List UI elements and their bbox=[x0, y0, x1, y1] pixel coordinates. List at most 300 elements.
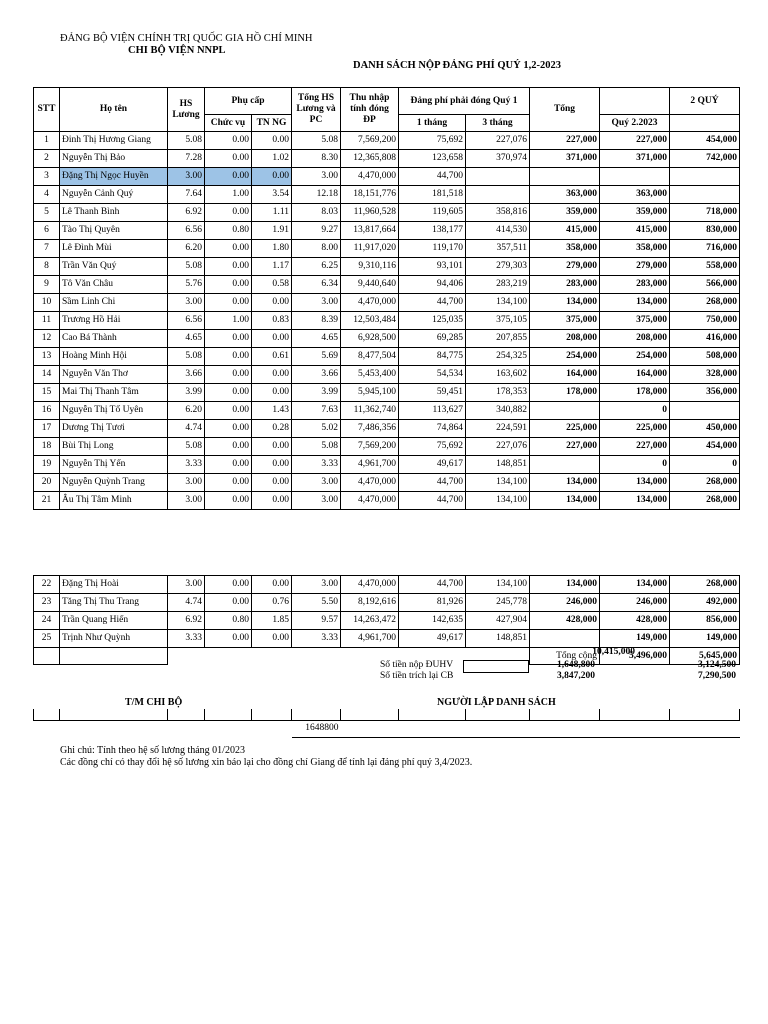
cell-tonghs: 3.00 bbox=[292, 294, 341, 312]
cell-tn: 1.91 bbox=[252, 222, 292, 240]
col-chucvu: Chức vụ bbox=[205, 115, 252, 132]
cell-stt: 10 bbox=[34, 294, 60, 312]
cell-tn_dp: 18,151,776 bbox=[341, 186, 399, 204]
cell-tonghs: 7.63 bbox=[292, 402, 341, 420]
document-title: DANH SÁCH NỘP ĐẢNG PHÍ QUÝ 1,2-2023 bbox=[353, 60, 561, 71]
table-row bbox=[34, 366, 740, 384]
table-row bbox=[34, 294, 740, 312]
cell-q2: 363,000 bbox=[600, 186, 670, 204]
cell-tonghs: 8.03 bbox=[292, 204, 341, 222]
cell-q: 416,000 bbox=[670, 330, 740, 348]
cell-tn_dp: 11,960,528 bbox=[341, 204, 399, 222]
branch-name: CHI BỘ VIỆN NNPL bbox=[128, 45, 226, 56]
cell-q: 356,000 bbox=[670, 384, 740, 402]
cell-hs: 3.33 bbox=[168, 456, 205, 474]
col-name: Họ tên bbox=[60, 88, 168, 132]
cell-tn: 1.17 bbox=[252, 258, 292, 276]
cell-cv: 0.00 bbox=[205, 438, 252, 456]
cell-cv: 0.00 bbox=[205, 240, 252, 258]
cell-name: Mai Thị Thanh Tâm bbox=[60, 384, 168, 402]
cell-stt: 18 bbox=[34, 438, 60, 456]
table-row bbox=[34, 204, 740, 222]
cell-hs: 3.00 bbox=[168, 294, 205, 312]
cell-tn_dp: 6,928,500 bbox=[341, 330, 399, 348]
cell-q: 0 bbox=[670, 456, 740, 474]
cell-tonghs: 8.00 bbox=[292, 240, 341, 258]
cell-tn_dp: 14,263,472 bbox=[341, 612, 399, 630]
cell-m1: 181,518 bbox=[399, 186, 466, 204]
table-row bbox=[34, 222, 740, 240]
cell-tn: 1.43 bbox=[252, 402, 292, 420]
cell-tonghs: 5.08 bbox=[292, 438, 341, 456]
cell-m1: 44,700 bbox=[399, 474, 466, 492]
table-row bbox=[34, 456, 740, 474]
cell-tn_dp: 8,192,616 bbox=[341, 594, 399, 612]
col-phucap: Phụ cấp bbox=[205, 88, 292, 115]
col-hs: HS Lương bbox=[168, 88, 205, 132]
sign-right: NGƯỜI LẬP DANH SÁCH bbox=[437, 697, 556, 708]
cell-tong: 359,000 bbox=[530, 204, 600, 222]
cell-cv: 0.00 bbox=[205, 576, 252, 594]
cell-tonghs: 3.00 bbox=[292, 492, 341, 510]
cell-cv: 1.00 bbox=[205, 186, 252, 204]
cell-q2: 279,000 bbox=[600, 258, 670, 276]
cell-tong: 279,000 bbox=[530, 258, 600, 276]
cell-tn_dp: 9,440,640 bbox=[341, 276, 399, 294]
cell-m3: 245,778 bbox=[466, 594, 530, 612]
cell-stt: 6 bbox=[34, 222, 60, 240]
org-name: ĐẢNG BỘ VIỆN CHÍNH TRỊ QUỐC GIA HỒ CHÍ MINH bbox=[60, 33, 313, 44]
cell-stt: 12 bbox=[34, 330, 60, 348]
cell-name: Tô Văn Châu bbox=[60, 276, 168, 294]
cell-q2 bbox=[600, 168, 670, 186]
cell-name: Nguyễn Văn Thơ bbox=[60, 366, 168, 384]
cell-tn: 0.00 bbox=[252, 294, 292, 312]
cell-cv: 0.00 bbox=[205, 294, 252, 312]
cell-cv: 0.00 bbox=[205, 258, 252, 276]
cell-m1: 94,406 bbox=[399, 276, 466, 294]
cell-m1: 54,534 bbox=[399, 366, 466, 384]
table-row bbox=[34, 312, 740, 330]
cell-name: Trần Quang Hiến bbox=[60, 612, 168, 630]
cell-tn_dp: 7,569,200 bbox=[341, 132, 399, 150]
cell-cv: 0.00 bbox=[205, 402, 252, 420]
nop-2quy: 3,124,500 bbox=[698, 660, 736, 670]
cell-m1: 138,177 bbox=[399, 222, 466, 240]
cell-cv: 0.00 bbox=[205, 348, 252, 366]
cell-tn: 0.61 bbox=[252, 348, 292, 366]
cell-hs: 3.33 bbox=[168, 630, 205, 648]
cell-tn_dp: 13,817,664 bbox=[341, 222, 399, 240]
table-row bbox=[34, 438, 740, 456]
cell-stt: 13 bbox=[34, 348, 60, 366]
trich-label: Số tiền trích lại CB bbox=[380, 671, 454, 681]
cell-q: 566,000 bbox=[670, 276, 740, 294]
cell-tong: 358,000 bbox=[530, 240, 600, 258]
table-row bbox=[34, 258, 740, 276]
cell-m3: 148,851 bbox=[466, 630, 530, 648]
col-2quy-sub bbox=[670, 115, 740, 132]
cell-tn_dp: 4,961,700 bbox=[341, 456, 399, 474]
cell-tong: 428,000 bbox=[530, 612, 600, 630]
cell-m3: 134,100 bbox=[466, 474, 530, 492]
total-2quy: 10,415,000 bbox=[592, 647, 635, 657]
cell-tn: 0.00 bbox=[252, 456, 292, 474]
cell-q: 268,000 bbox=[670, 576, 740, 594]
table-row bbox=[34, 168, 740, 186]
cell-m1: 44,700 bbox=[399, 492, 466, 510]
cell-tn: 0.28 bbox=[252, 420, 292, 438]
cell-m1: 119,170 bbox=[399, 240, 466, 258]
cell-m3: 414,530 bbox=[466, 222, 530, 240]
cell-tonghs: 12.18 bbox=[292, 186, 341, 204]
table-row bbox=[34, 594, 740, 612]
col-quy2: Quý 2.2023 bbox=[600, 115, 670, 132]
cell-stt: 7 bbox=[34, 240, 60, 258]
cell-cv: 0.00 bbox=[205, 204, 252, 222]
cell-stt: 14 bbox=[34, 366, 60, 384]
cell-cv: 0.00 bbox=[205, 420, 252, 438]
cell-hs: 6.56 bbox=[168, 222, 205, 240]
cell-tong: 371,000 bbox=[530, 150, 600, 168]
cell-tn: 0.00 bbox=[252, 330, 292, 348]
cell-stt: 15 bbox=[34, 384, 60, 402]
cell-tn_dp: 4,470,000 bbox=[341, 168, 399, 186]
cell-tn_dp: 9,310,116 bbox=[341, 258, 399, 276]
table-row bbox=[34, 402, 740, 420]
cell-stt: 20 bbox=[34, 474, 60, 492]
cell-m1: 75,692 bbox=[399, 438, 466, 456]
cell-cv: 0.00 bbox=[205, 330, 252, 348]
cell-name: Âu Thị Tâm Minh bbox=[60, 492, 168, 510]
cell-tong bbox=[530, 402, 600, 420]
cell-stt: 23 bbox=[34, 594, 60, 612]
cell-q2: 358,000 bbox=[600, 240, 670, 258]
table-row bbox=[34, 240, 740, 258]
cell-tong: 164,000 bbox=[530, 366, 600, 384]
cell-tonghs: 3.33 bbox=[292, 456, 341, 474]
cell-hs: 3.00 bbox=[168, 576, 205, 594]
cell-tn: 0.83 bbox=[252, 312, 292, 330]
cell-tn_dp: 4,470,000 bbox=[341, 492, 399, 510]
cell-name: Sầm Linh Chi bbox=[60, 294, 168, 312]
cell-m1: 44,700 bbox=[399, 294, 466, 312]
cell-name: Lê Thanh Bình bbox=[60, 204, 168, 222]
cell-m3: 134,100 bbox=[466, 294, 530, 312]
cell-cv: 0.80 bbox=[205, 612, 252, 630]
cell-hs: 7.64 bbox=[168, 186, 205, 204]
cell-q: 508,000 bbox=[670, 348, 740, 366]
cell-tonghs: 5.50 bbox=[292, 594, 341, 612]
cell-tong: 208,000 bbox=[530, 330, 600, 348]
cell-hs: 5.08 bbox=[168, 132, 205, 150]
cell-m1: 74,864 bbox=[399, 420, 466, 438]
cell-name: Tào Thị Quyên bbox=[60, 222, 168, 240]
cell-cv: 0.00 bbox=[205, 594, 252, 612]
cell-m1: 75,692 bbox=[399, 132, 466, 150]
cell-q: 830,000 bbox=[670, 222, 740, 240]
cell-cv: 0.00 bbox=[205, 492, 252, 510]
cell-hs: 3.66 bbox=[168, 366, 205, 384]
cell-tong: 134,000 bbox=[530, 294, 600, 312]
cell-m1: 113,627 bbox=[399, 402, 466, 420]
cell-hs: 6.92 bbox=[168, 204, 205, 222]
cell-cv: 0.00 bbox=[205, 168, 252, 186]
cell-tonghs: 3.33 bbox=[292, 630, 341, 648]
cell-m3: 370,974 bbox=[466, 150, 530, 168]
total-tong: 5,496,000 bbox=[600, 648, 670, 665]
cell-tong: 363,000 bbox=[530, 186, 600, 204]
cell-hs: 5.76 bbox=[168, 276, 205, 294]
cell-q: 268,000 bbox=[670, 492, 740, 510]
cell-m3: 283,219 bbox=[466, 276, 530, 294]
cell-stt: 24 bbox=[34, 612, 60, 630]
cell-name: Cao Bá Thành bbox=[60, 330, 168, 348]
cell-m3: 134,100 bbox=[466, 492, 530, 510]
cell-tn: 1.11 bbox=[252, 204, 292, 222]
cell-m3: 224,591 bbox=[466, 420, 530, 438]
cell-cv: 0.00 bbox=[205, 366, 252, 384]
cell-m3 bbox=[466, 168, 530, 186]
cell-tong: 254,000 bbox=[530, 348, 600, 366]
cell-m3: 207,855 bbox=[466, 330, 530, 348]
cell-tn_dp: 5,453,400 bbox=[341, 366, 399, 384]
cell-q2: 178,000 bbox=[600, 384, 670, 402]
cell-q2: 134,000 bbox=[600, 474, 670, 492]
cell-stt: 19 bbox=[34, 456, 60, 474]
cell-m1: 125,035 bbox=[399, 312, 466, 330]
cell-tong bbox=[530, 630, 600, 648]
cell-stt: 3 bbox=[34, 168, 60, 186]
cell-tn: 0.58 bbox=[252, 276, 292, 294]
nop-box bbox=[463, 660, 529, 673]
cell-tn_dp: 7,569,200 bbox=[341, 438, 399, 456]
table-row bbox=[34, 630, 740, 648]
cell-name: Tăng Thị Thu Trang bbox=[60, 594, 168, 612]
cell-q2: 0 bbox=[600, 456, 670, 474]
table-row bbox=[34, 474, 740, 492]
cell-tn_dp: 4,470,000 bbox=[341, 474, 399, 492]
cell-q2: 0 bbox=[600, 402, 670, 420]
cell-tonghs: 8.39 bbox=[292, 312, 341, 330]
cell-tonghs: 4.65 bbox=[292, 330, 341, 348]
table-row bbox=[34, 492, 740, 510]
nop-label: Số tiền nộp ĐUHV bbox=[380, 660, 454, 670]
col-blank bbox=[600, 88, 670, 115]
sign-cell-value: 1648800 bbox=[292, 720, 341, 737]
cell-m3: 254,325 bbox=[466, 348, 530, 366]
cell-name: Nguyễn Thị Yến bbox=[60, 456, 168, 474]
cell-stt: 21 bbox=[34, 492, 60, 510]
cell-q2: 149,000 bbox=[600, 630, 670, 648]
cell-hs: 5.08 bbox=[168, 348, 205, 366]
table-row bbox=[34, 348, 740, 366]
cell-m1: 44,700 bbox=[399, 576, 466, 594]
cell-m3: 375,105 bbox=[466, 312, 530, 330]
cell-hs: 4.74 bbox=[168, 420, 205, 438]
cell-name: Dương Thị Tươi bbox=[60, 420, 168, 438]
cell-cv: 0.80 bbox=[205, 222, 252, 240]
cell-q bbox=[670, 186, 740, 204]
cell-tn: 0.00 bbox=[252, 438, 292, 456]
cell-q2: 283,000 bbox=[600, 276, 670, 294]
cell-tn: 1.02 bbox=[252, 150, 292, 168]
cell-tong: 375,000 bbox=[530, 312, 600, 330]
cell-m3: 163,602 bbox=[466, 366, 530, 384]
cell-q2: 359,000 bbox=[600, 204, 670, 222]
cell-q: 268,000 bbox=[670, 294, 740, 312]
cell-tonghs: 9.27 bbox=[292, 222, 341, 240]
cell-cv: 0.00 bbox=[205, 474, 252, 492]
col-stt: STT bbox=[34, 88, 60, 132]
cell-cv: 0.00 bbox=[205, 150, 252, 168]
cell-name: Đinh Thị Hương Giang bbox=[60, 132, 168, 150]
cell-tn: 0.00 bbox=[252, 630, 292, 648]
cell-q: 750,000 bbox=[670, 312, 740, 330]
cell-m3: 279,303 bbox=[466, 258, 530, 276]
cell-q2: 371,000 bbox=[600, 150, 670, 168]
cell-hs: 6.56 bbox=[168, 312, 205, 330]
table-row bbox=[34, 150, 740, 168]
cell-m3 bbox=[466, 186, 530, 204]
cell-cv: 0.00 bbox=[205, 384, 252, 402]
cell-m1: 93,101 bbox=[399, 258, 466, 276]
cell-tn: 0.00 bbox=[252, 384, 292, 402]
cell-tong: 415,000 bbox=[530, 222, 600, 240]
cell-q2: 164,000 bbox=[600, 366, 670, 384]
cell-tn: 0.00 bbox=[252, 366, 292, 384]
cell-q2: 208,000 bbox=[600, 330, 670, 348]
cell-stt: 17 bbox=[34, 420, 60, 438]
cell-name: Trịnh Như Quỳnh bbox=[60, 630, 168, 648]
cell-q: 450,000 bbox=[670, 420, 740, 438]
table-row bbox=[34, 276, 740, 294]
cell-m3: 358,816 bbox=[466, 204, 530, 222]
col-tonghs: Tổng HS Lương và PC bbox=[292, 88, 341, 132]
cell-hs: 6.20 bbox=[168, 240, 205, 258]
cell-tn: 3.54 bbox=[252, 186, 292, 204]
cell-tonghs: 5.69 bbox=[292, 348, 341, 366]
cell-q2: 415,000 bbox=[600, 222, 670, 240]
cell-name: Lê Đình Mùi bbox=[60, 240, 168, 258]
cell-tn_dp: 4,470,000 bbox=[341, 576, 399, 594]
cell-cv: 1.00 bbox=[205, 312, 252, 330]
cell-tn_dp: 8,477,504 bbox=[341, 348, 399, 366]
cell-hs: 6.92 bbox=[168, 612, 205, 630]
cell-tn_dp: 11,917,020 bbox=[341, 240, 399, 258]
cell-tn: 0.00 bbox=[252, 132, 292, 150]
cell-name: Đặng Thị Ngọc Huyền bbox=[60, 168, 168, 186]
cell-q2: 246,000 bbox=[600, 594, 670, 612]
cell-q2: 227,000 bbox=[600, 438, 670, 456]
cell-stt: 8 bbox=[34, 258, 60, 276]
cell-tong: 283,000 bbox=[530, 276, 600, 294]
cell-stt: 2 bbox=[34, 150, 60, 168]
table-row bbox=[34, 330, 740, 348]
cell-q2: 225,000 bbox=[600, 420, 670, 438]
cell-q2: 375,000 bbox=[600, 312, 670, 330]
cell-tn: 0.00 bbox=[252, 576, 292, 594]
cell-q2: 428,000 bbox=[600, 612, 670, 630]
cell-tonghs: 8.30 bbox=[292, 150, 341, 168]
cell-tonghs: 3.00 bbox=[292, 576, 341, 594]
col-3thang: 3 tháng bbox=[466, 115, 530, 132]
cell-cv: 0.00 bbox=[205, 456, 252, 474]
cell-q bbox=[670, 402, 740, 420]
cell-tn_dp: 12,503,484 bbox=[341, 312, 399, 330]
cell-tn_dp: 11,362,740 bbox=[341, 402, 399, 420]
cell-q: 716,000 bbox=[670, 240, 740, 258]
cell-tn: 0.00 bbox=[252, 168, 292, 186]
trich-tong: 3,847,200 bbox=[557, 671, 595, 681]
cell-name: Bùi Thị Long bbox=[60, 438, 168, 456]
cell-tonghs: 5.02 bbox=[292, 420, 341, 438]
cell-stt: 4 bbox=[34, 186, 60, 204]
cell-stt: 1 bbox=[34, 132, 60, 150]
cell-q: 328,000 bbox=[670, 366, 740, 384]
cell-stt: 22 bbox=[34, 576, 60, 594]
cell-m1: 123,658 bbox=[399, 150, 466, 168]
col-1thang: 1 tháng bbox=[399, 115, 466, 132]
cell-tong: 227,000 bbox=[530, 132, 600, 150]
cell-stt: 16 bbox=[34, 402, 60, 420]
sign-grid bbox=[33, 709, 740, 738]
cell-q: 149,000 bbox=[670, 630, 740, 648]
cell-m3: 134,100 bbox=[466, 576, 530, 594]
cell-tn_dp: 4,961,700 bbox=[341, 630, 399, 648]
cell-m3: 227,076 bbox=[466, 132, 530, 150]
cell-q: 268,000 bbox=[670, 474, 740, 492]
cell-tong bbox=[530, 168, 600, 186]
cell-m3: 148,851 bbox=[466, 456, 530, 474]
cell-hs: 4.74 bbox=[168, 594, 205, 612]
cell-tong: 134,000 bbox=[530, 474, 600, 492]
cell-tn: 0.00 bbox=[252, 474, 292, 492]
cell-tn: 0.00 bbox=[252, 492, 292, 510]
cell-hs: 3.00 bbox=[168, 474, 205, 492]
cell-tong: 178,000 bbox=[530, 384, 600, 402]
cell-tonghs: 6.25 bbox=[292, 258, 341, 276]
cell-stt: 5 bbox=[34, 204, 60, 222]
cell-hs: 6.20 bbox=[168, 402, 205, 420]
cell-tong: 227,000 bbox=[530, 438, 600, 456]
cell-name: Nguyễn Thị Tố Uyên bbox=[60, 402, 168, 420]
note-line-2: Các đồng chí có thay đổi hệ số lương xin báo lại cho đồng chí Giang để tính lại đảng phí quý 3,4/2023. bbox=[60, 757, 473, 768]
table-row bbox=[34, 132, 740, 150]
table-row bbox=[34, 576, 740, 594]
cell-tong: 225,000 bbox=[530, 420, 600, 438]
cell-tn_dp: 4,470,000 bbox=[341, 294, 399, 312]
cell-m1: 84,775 bbox=[399, 348, 466, 366]
cell-tong: 246,000 bbox=[530, 594, 600, 612]
cell-tonghs: 3.00 bbox=[292, 168, 341, 186]
cell-hs: 4.65 bbox=[168, 330, 205, 348]
cell-m3: 227,076 bbox=[466, 438, 530, 456]
cell-q: 492,000 bbox=[670, 594, 740, 612]
table-row bbox=[34, 612, 740, 630]
cell-tong: 134,000 bbox=[530, 576, 600, 594]
cell-m3: 357,511 bbox=[466, 240, 530, 258]
cell-m1: 59,451 bbox=[399, 384, 466, 402]
nop-tong: 1,648,800 bbox=[557, 660, 595, 670]
cell-hs: 5.08 bbox=[168, 258, 205, 276]
cell-tonghs: 5.08 bbox=[292, 132, 341, 150]
col-tnng: TN NG bbox=[252, 115, 292, 132]
cell-tn: 1.80 bbox=[252, 240, 292, 258]
cell-hs: 5.08 bbox=[168, 438, 205, 456]
cell-m1: 81,926 bbox=[399, 594, 466, 612]
cell-hs: 3.00 bbox=[168, 168, 205, 186]
